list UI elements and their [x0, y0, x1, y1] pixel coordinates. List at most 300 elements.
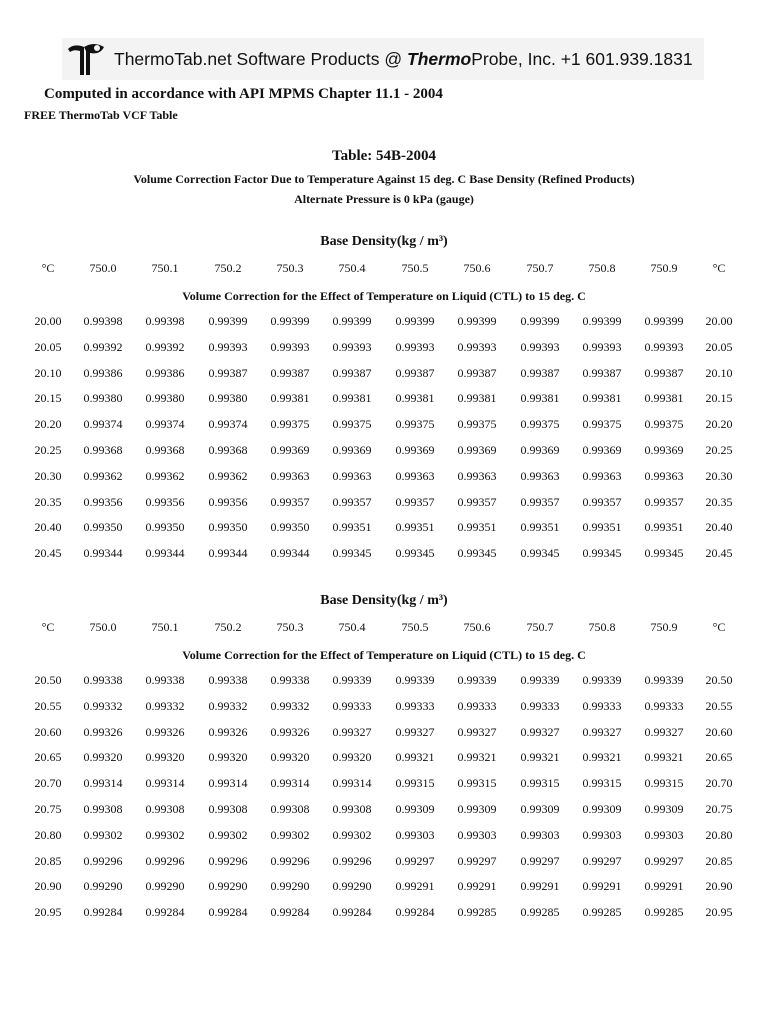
column-header: 750.0 — [89, 261, 117, 275]
vcf-cell: 0.99345 — [582, 546, 622, 561]
vcf-cell: 0.99339 — [520, 673, 560, 687]
vcf-cell: 0.99314 — [332, 776, 372, 791]
vcf-cell: 0.99351 — [644, 520, 684, 535]
vcf-cell: 0.99375 — [644, 417, 684, 432]
vcf-cell: 0.99291 — [457, 879, 497, 894]
vcf-cell: 0.99380 — [83, 391, 123, 406]
vcf-cell: 0.99369 — [270, 443, 310, 457]
vcf-cell: 0.99321 — [457, 750, 497, 765]
table-row — [0, 828, 768, 844]
vcf-cell: 0.99345 — [332, 546, 372, 561]
vcf-cell: 0.99315 — [644, 776, 684, 791]
vcf-cell: 0.99357 — [395, 494, 435, 509]
temperature-cell: 20.80 — [705, 827, 733, 842]
banner-brand-bold: Thermo — [407, 48, 472, 69]
vcf-cell: 0.99368 — [208, 443, 248, 457]
temperature-cell: 20.10 — [705, 365, 733, 380]
vcf-cell: 0.99327 — [644, 724, 684, 739]
vcf-cell: 0.99339 — [582, 673, 622, 687]
vcf-cell: 0.99303 — [395, 827, 435, 842]
temperature-cell: 20.00 — [705, 314, 733, 328]
vcf-cell: 0.99321 — [644, 750, 684, 765]
vcf-cell: 0.99321 — [395, 750, 435, 765]
vcf-cell: 0.99374 — [208, 417, 248, 432]
vcf-cell: 0.99320 — [332, 750, 372, 765]
vcf-cell: 0.99393 — [332, 339, 372, 354]
vcf-cell: 0.99309 — [457, 802, 497, 816]
temperature-cell: 20.00 — [34, 314, 62, 328]
vcf-cell: 0.99297 — [395, 853, 435, 868]
column-header: 750.8 — [588, 620, 616, 634]
vcf-cell: 0.99320 — [83, 750, 123, 765]
vcf-cell: 0.99332 — [270, 698, 310, 713]
vcf-cell: 0.99302 — [83, 827, 123, 842]
table-row — [0, 905, 768, 921]
temperature-cell: 20.70 — [34, 776, 62, 791]
banner-prefix: ThermoTab.net Software Products @ — [114, 48, 408, 69]
vcf-cell: 0.99387 — [644, 365, 684, 380]
vcf-cell: 0.99290 — [332, 879, 372, 894]
vcf-cell: 0.99309 — [582, 802, 622, 816]
vcf-cell: 0.99380 — [145, 391, 185, 406]
vcf-cell: 0.99393 — [208, 339, 248, 354]
column-header: 750.4 — [338, 261, 366, 275]
column-header: °C — [712, 261, 726, 275]
column-header: 750.9 — [650, 620, 678, 634]
vcf-cell: 0.99369 — [457, 443, 497, 457]
vcf-cell: 0.99321 — [582, 750, 622, 765]
vcf-cell: 0.99399 — [332, 314, 372, 328]
vcf-cell: 0.99381 — [582, 391, 622, 406]
vcf-cell: 0.99332 — [145, 698, 185, 713]
vcf-cell: 0.99315 — [395, 776, 435, 791]
table-row — [0, 725, 768, 741]
vcf-cell: 0.99290 — [145, 879, 185, 894]
vcf-cell: 0.99297 — [457, 853, 497, 868]
column-header: 750.4 — [338, 620, 366, 634]
base-density-title: Base Density(kg / m³) — [320, 593, 448, 608]
temperature-cell: 20.95 — [705, 905, 733, 920]
vcf-cell: 0.99327 — [395, 724, 435, 739]
vcf-cell: 0.99351 — [457, 520, 497, 535]
table-row — [0, 417, 768, 433]
vcf-cell: 0.99315 — [520, 776, 560, 791]
vcf-cell: 0.99350 — [83, 520, 123, 535]
vcf-cell: 0.99399 — [644, 314, 684, 328]
vcf-cell: 0.99387 — [395, 365, 435, 380]
vcf-cell: 0.99393 — [457, 339, 497, 354]
temperature-cell: 20.50 — [705, 673, 733, 687]
temperature-cell: 20.30 — [705, 468, 733, 483]
vcf-cell: 0.99303 — [644, 827, 684, 842]
temperature-cell: 20.30 — [34, 468, 62, 483]
vcf-cell: 0.99380 — [208, 391, 248, 406]
vcf-cell: 0.99369 — [332, 443, 372, 457]
vcf-cell: 0.99351 — [520, 520, 560, 535]
vcf-cell: 0.99381 — [520, 391, 560, 406]
vcf-cell: 0.99308 — [145, 802, 185, 816]
vcf-cell: 0.99326 — [208, 724, 248, 739]
temperature-cell: 20.20 — [705, 417, 733, 432]
vcf-cell: 0.99374 — [145, 417, 185, 432]
vcf-cell: 0.99338 — [270, 673, 310, 687]
column-header: °C — [41, 620, 55, 634]
vcf-cell: 0.99309 — [395, 802, 435, 816]
header-banner — [62, 38, 704, 80]
vcf-cell: 0.99284 — [395, 905, 435, 920]
vcf-cell: 0.99363 — [270, 468, 310, 483]
vcf-cell: 0.99309 — [644, 802, 684, 816]
temperature-cell: 20.05 — [34, 339, 62, 354]
table-row — [0, 776, 768, 792]
vcf-cell: 0.99291 — [520, 879, 560, 894]
vcf-cell: 0.99303 — [582, 827, 622, 842]
vcf-cell: 0.99381 — [395, 391, 435, 406]
table-subtitle: Volume Correction Factor Due to Temperature Against 15 deg. C Base Density (Refined Products) — [133, 172, 635, 186]
vcf-cell: 0.99327 — [520, 724, 560, 739]
vcf-cell: 0.99362 — [208, 468, 248, 483]
vcf-cell: 0.99284 — [83, 905, 123, 920]
vcf-cell: 0.99357 — [457, 494, 497, 509]
temperature-cell: 20.35 — [34, 494, 62, 509]
column-header: 750.7 — [526, 620, 554, 634]
table-row — [0, 391, 768, 407]
vcf-cell: 0.99314 — [270, 776, 310, 791]
vcf-cell: 0.99291 — [582, 879, 622, 894]
vcf-cell: 0.99285 — [582, 905, 622, 920]
base-density-title: Base Density(kg / m³) — [320, 234, 448, 249]
vcf-cell: 0.99363 — [520, 468, 560, 483]
vcf-cell: 0.99302 — [145, 827, 185, 842]
vcf-cell: 0.99357 — [332, 494, 372, 509]
column-header: °C — [712, 620, 726, 634]
temperature-cell: 20.75 — [705, 802, 733, 816]
column-header: 750.2 — [214, 261, 242, 275]
table-row — [0, 469, 768, 485]
temperature-cell: 20.80 — [34, 827, 62, 842]
vcf-cell: 0.99339 — [332, 673, 372, 687]
vcf-cell: 0.99320 — [270, 750, 310, 765]
vcf-cell: 0.99350 — [145, 520, 185, 535]
table-row — [0, 854, 768, 870]
temperature-cell: 20.35 — [705, 494, 733, 509]
temperature-cell: 20.50 — [34, 673, 62, 687]
table-row — [0, 879, 768, 895]
vcf-cell: 0.99393 — [395, 339, 435, 354]
temperature-cell: 20.90 — [705, 879, 733, 894]
vcf-cell: 0.99398 — [83, 314, 123, 328]
vcf-cell: 0.99339 — [395, 673, 435, 687]
vcf-cell: 0.99320 — [208, 750, 248, 765]
vcf-cell: 0.99308 — [270, 802, 310, 816]
temperature-cell: 20.65 — [705, 750, 733, 765]
vcf-cell: 0.99386 — [83, 365, 123, 380]
vcf-cell: 0.99351 — [582, 520, 622, 535]
banner-text — [114, 49, 693, 70]
vcf-cell: 0.99327 — [332, 724, 372, 739]
vcf-cell: 0.99284 — [270, 905, 310, 920]
vcf-cell: 0.99339 — [457, 673, 497, 687]
temperature-cell: 20.40 — [34, 520, 62, 535]
vcf-cell: 0.99326 — [145, 724, 185, 739]
vcf-cell: 0.99368 — [83, 443, 123, 457]
vcf-cell: 0.99290 — [83, 879, 123, 894]
temperature-cell: 20.70 — [705, 776, 733, 791]
vcf-cell: 0.99314 — [83, 776, 123, 791]
temperature-cell: 20.10 — [34, 365, 62, 380]
vcf-cell: 0.99363 — [395, 468, 435, 483]
vcf-cell: 0.99308 — [332, 802, 372, 816]
vcf-cell: 0.99296 — [83, 853, 123, 868]
vcf-cell: 0.99296 — [208, 853, 248, 868]
vcf-cell: 0.99369 — [395, 443, 435, 457]
vcf-cell: 0.99381 — [270, 391, 310, 406]
temperature-cell: 20.20 — [34, 417, 62, 432]
table-row — [0, 520, 768, 536]
vcf-cell: 0.99297 — [520, 853, 560, 868]
vcf-cell: 0.99284 — [332, 905, 372, 920]
table-row — [0, 366, 768, 382]
banner-brand-rest: Probe, Inc. +1 601.939.1831 — [471, 48, 693, 69]
vcf-cell: 0.99333 — [520, 698, 560, 713]
vcf-cell: 0.99386 — [145, 365, 185, 380]
vcf-cell: 0.99296 — [145, 853, 185, 868]
vcf-cell: 0.99296 — [332, 853, 372, 868]
vcf-cell: 0.99362 — [83, 468, 123, 483]
temperature-cell: 20.15 — [34, 391, 62, 406]
vcf-cell: 0.99357 — [270, 494, 310, 509]
vcf-cell: 0.99284 — [145, 905, 185, 920]
vcf-cell: 0.99369 — [582, 443, 622, 457]
vcf-cell: 0.99302 — [208, 827, 248, 842]
temperature-cell: 20.45 — [34, 546, 62, 561]
vcf-cell: 0.99393 — [582, 339, 622, 354]
vcf-cell: 0.99356 — [83, 494, 123, 509]
temperature-cell: 20.45 — [705, 546, 733, 561]
table-header-row — [0, 620, 768, 636]
vcf-cell: 0.99387 — [457, 365, 497, 380]
ctl-subtitle: Volume Correction for the Effect of Temperature on Liquid (CTL) to 15 deg. C — [182, 289, 586, 303]
column-header: 750.9 — [650, 261, 678, 275]
vcf-cell: 0.99351 — [395, 520, 435, 535]
vcf-cell: 0.99333 — [644, 698, 684, 713]
vcf-cell: 0.99302 — [332, 827, 372, 842]
vcf-cell: 0.99344 — [270, 546, 310, 561]
free-table-line: FREE ThermoTab VCF Table — [24, 108, 178, 122]
vcf-cell: 0.99375 — [582, 417, 622, 432]
computed-standard-line: Computed in accordance with API MPMS Chapter 11.1 - 2004 — [44, 86, 443, 102]
temperature-cell: 20.25 — [705, 443, 733, 457]
vcf-cell: 0.99339 — [644, 673, 684, 687]
temperature-cell: 20.55 — [705, 698, 733, 713]
vcf-cell: 0.99399 — [395, 314, 435, 328]
table-title: Table: 54B-2004 — [331, 148, 437, 164]
vcf-cell: 0.99303 — [520, 827, 560, 842]
vcf-cell: 0.99369 — [644, 443, 684, 457]
vcf-cell: 0.99356 — [145, 494, 185, 509]
vcf-cell: 0.99344 — [208, 546, 248, 561]
vcf-cell: 0.99285 — [520, 905, 560, 920]
vcf-cell: 0.99387 — [332, 365, 372, 380]
column-header: 750.1 — [151, 620, 179, 634]
ctl-subtitle: Volume Correction for the Effect of Temperature on Liquid (CTL) to 15 deg. C — [182, 648, 586, 662]
vcf-cell: 0.99356 — [208, 494, 248, 509]
temperature-cell: 20.65 — [34, 750, 62, 765]
vcf-cell: 0.99284 — [208, 905, 248, 920]
vcf-cell: 0.99332 — [208, 698, 248, 713]
vcf-cell: 0.99357 — [644, 494, 684, 509]
alternate-pressure: Alternate Pressure is 0 kPa (gauge) — [294, 192, 474, 206]
table-header-row — [0, 261, 768, 277]
table-row — [0, 750, 768, 766]
vcf-cell: 0.99375 — [520, 417, 560, 432]
table-row — [0, 802, 768, 818]
vcf-cell: 0.99363 — [644, 468, 684, 483]
vcf-cell: 0.99363 — [582, 468, 622, 483]
vcf-cell: 0.99290 — [270, 879, 310, 894]
vcf-cell: 0.99308 — [83, 802, 123, 816]
temperature-cell: 20.85 — [705, 853, 733, 868]
vcf-cell: 0.99387 — [208, 365, 248, 380]
vcf-cell: 0.99345 — [395, 546, 435, 561]
table-row — [0, 314, 768, 330]
vcf-cell: 0.99291 — [395, 879, 435, 894]
vcf-cell: 0.99375 — [270, 417, 310, 432]
vcf-cell: 0.99399 — [208, 314, 248, 328]
vcf-cell: 0.99393 — [644, 339, 684, 354]
vcf-cell: 0.99387 — [520, 365, 560, 380]
vcf-cell: 0.99333 — [332, 698, 372, 713]
vcf-cell: 0.99345 — [644, 546, 684, 561]
vcf-cell: 0.99345 — [457, 546, 497, 561]
vcf-cell: 0.99308 — [208, 802, 248, 816]
vcf-cell: 0.99399 — [270, 314, 310, 328]
vcf-cell: 0.99368 — [145, 443, 185, 457]
column-header: 750.5 — [401, 620, 429, 634]
vcf-cell: 0.99393 — [270, 339, 310, 354]
vcf-cell: 0.99351 — [332, 520, 372, 535]
vcf-cell: 0.99333 — [457, 698, 497, 713]
vcf-cell: 0.99285 — [457, 905, 497, 920]
column-header: 750.3 — [276, 261, 304, 275]
vcf-cell: 0.99381 — [332, 391, 372, 406]
vcf-cell: 0.99320 — [145, 750, 185, 765]
vcf-cell: 0.99333 — [395, 698, 435, 713]
vcf-cell: 0.99314 — [145, 776, 185, 791]
temperature-cell: 20.95 — [34, 905, 62, 920]
vcf-cell: 0.99309 — [520, 802, 560, 816]
column-header: 750.5 — [401, 261, 429, 275]
vcf-cell: 0.99332 — [83, 698, 123, 713]
vcf-cell: 0.99392 — [83, 339, 123, 354]
temperature-cell: 20.40 — [705, 520, 733, 535]
temperature-cell: 20.60 — [705, 724, 733, 739]
column-header: °C — [41, 261, 55, 275]
vcf-cell: 0.99363 — [457, 468, 497, 483]
vcf-cell: 0.99399 — [457, 314, 497, 328]
vcf-cell: 0.99392 — [145, 339, 185, 354]
column-header: 750.6 — [463, 261, 491, 275]
vcf-cell: 0.99393 — [520, 339, 560, 354]
column-header: 750.2 — [214, 620, 242, 634]
table-row — [0, 495, 768, 511]
vcf-cell: 0.99315 — [457, 776, 497, 791]
vcf-cell: 0.99363 — [332, 468, 372, 483]
temperature-cell: 20.90 — [34, 879, 62, 894]
temperature-cell: 20.15 — [705, 391, 733, 406]
vcf-cell: 0.99381 — [644, 391, 684, 406]
vcf-cell: 0.99357 — [520, 494, 560, 509]
vcf-cell: 0.99375 — [332, 417, 372, 432]
vcf-cell: 0.99321 — [520, 750, 560, 765]
column-header: 750.8 — [588, 261, 616, 275]
vcf-cell: 0.99350 — [208, 520, 248, 535]
column-header: 750.7 — [526, 261, 554, 275]
vcf-cell: 0.99357 — [582, 494, 622, 509]
vcf-cell: 0.99296 — [270, 853, 310, 868]
vcf-cell: 0.99327 — [457, 724, 497, 739]
vcf-cell: 0.99327 — [582, 724, 622, 739]
vcf-cell: 0.99326 — [83, 724, 123, 739]
vcf-cell: 0.99291 — [644, 879, 684, 894]
temperature-cell: 20.25 — [34, 443, 62, 457]
vcf-cell: 0.99315 — [582, 776, 622, 791]
temperature-cell: 20.05 — [705, 339, 733, 354]
vcf-cell: 0.99314 — [208, 776, 248, 791]
vcf-cell: 0.99338 — [208, 673, 248, 687]
temperature-cell: 20.55 — [34, 698, 62, 713]
table-row — [0, 340, 768, 356]
vcf-cell: 0.99297 — [644, 853, 684, 868]
vcf-cell: 0.99374 — [83, 417, 123, 432]
column-header: 750.1 — [151, 261, 179, 275]
vcf-cell: 0.99399 — [582, 314, 622, 328]
table-row — [0, 546, 768, 562]
column-header: 750.3 — [276, 620, 304, 634]
vcf-cell: 0.99302 — [270, 827, 310, 842]
vcf-cell: 0.99326 — [270, 724, 310, 739]
temperature-cell: 20.85 — [34, 853, 62, 868]
vcf-cell: 0.99290 — [208, 879, 248, 894]
vcf-cell: 0.99344 — [145, 546, 185, 561]
vcf-cell: 0.99303 — [457, 827, 497, 842]
vcf-cell: 0.99362 — [145, 468, 185, 483]
vcf-cell: 0.99338 — [145, 673, 185, 687]
column-header: 750.6 — [463, 620, 491, 634]
vcf-cell: 0.99285 — [644, 905, 684, 920]
vcf-cell: 0.99345 — [520, 546, 560, 561]
column-header: 750.0 — [89, 620, 117, 634]
table-row — [0, 443, 768, 459]
vcf-cell: 0.99333 — [582, 698, 622, 713]
table-row — [0, 699, 768, 715]
vcf-cell: 0.99350 — [270, 520, 310, 535]
vcf-cell: 0.99375 — [457, 417, 497, 432]
temperature-cell: 20.75 — [34, 802, 62, 816]
table-row — [0, 673, 768, 689]
temperature-cell: 20.60 — [34, 724, 62, 739]
vcf-cell: 0.99387 — [270, 365, 310, 380]
thermoprobe-logo-icon — [64, 39, 108, 79]
vcf-cell: 0.99344 — [83, 546, 123, 561]
vcf-cell: 0.99369 — [520, 443, 560, 457]
vcf-cell: 0.99375 — [395, 417, 435, 432]
vcf-cell: 0.99399 — [520, 314, 560, 328]
vcf-cell: 0.99338 — [83, 673, 123, 687]
vcf-cell: 0.99387 — [582, 365, 622, 380]
vcf-cell: 0.99297 — [582, 853, 622, 868]
vcf-cell: 0.99381 — [457, 391, 497, 406]
